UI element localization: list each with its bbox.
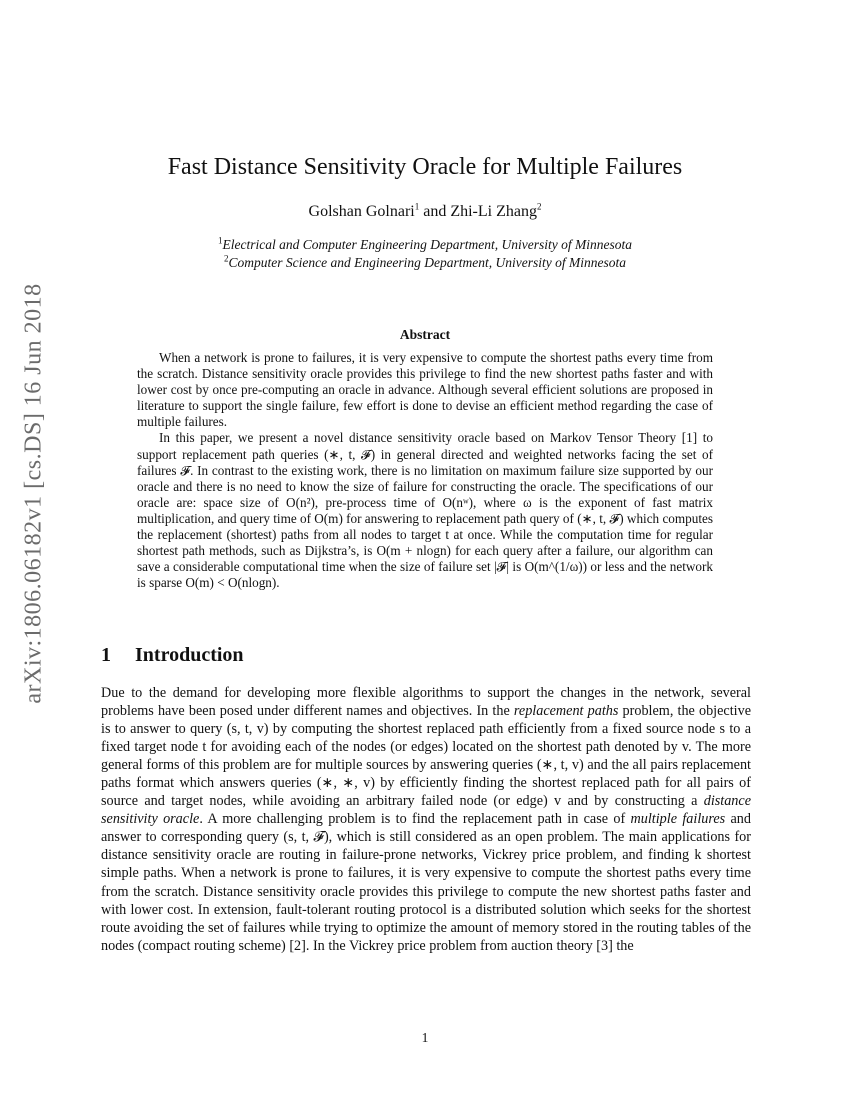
arxiv-identifier: arXiv:1806.06182v1 [cs.DS] 16 Jun 2018	[20, 282, 47, 704]
emphasis: multiple failures	[630, 811, 726, 828]
abstract-body	[137, 350, 713, 591]
affiliation-mark: 2	[536, 201, 542, 212]
affiliation	[0, 236, 850, 254]
text-run: problem, the objective is to answer to query (s, t, v) by computing the shortest replaced path efficiently from a fixed source node s to a fixed target node t for avoiding each of the nodes (or edges) located on the shortest path denoted by v. The more general forms of this problem are for multiple sources by answering queries (∗, t, v) and the all pairs replacement paths format which answers queries (∗, ∗, v) by efficiently finding the shortest replaced path for all pairs of source and target nodes, while avoiding an arbitrary failed node (or edge) v and by constructing a	[101, 703, 751, 810]
affiliation-mark: 2	[224, 253, 229, 264]
section-title: Introduction	[135, 644, 244, 666]
page-number: 1	[421, 1030, 429, 1045]
arxiv-sidebar	[14, 282, 54, 704]
affiliation-mark: 1	[218, 235, 223, 246]
introduction-body	[101, 684, 751, 955]
author-connector: and	[419, 203, 451, 220]
abstract-paragraph: When a network is prone to failures, it is very expensive to compute the shortest paths every time from the scratch. Distance sensitivity oracle provides this privilege to find the new shortest paths faster and with lower cost by once pre-computing an oracle in advance. Although several efficient solutions are proposed in literature to support the single failure, few effort is done to devise an efficient method regarding the case of multiple failures.	[137, 350, 713, 430]
abstract-heading: Abstract	[399, 327, 451, 342]
paper-title: Fast Distance Sensitivity Oracle for Multiple Failures	[167, 154, 683, 180]
affiliation-mark: 1	[414, 201, 420, 212]
section-heading	[101, 644, 244, 667]
body-paragraph	[101, 684, 751, 955]
affiliation-list	[0, 236, 850, 272]
author-name: Zhi-Li Zhang	[450, 203, 537, 220]
author-list	[0, 203, 850, 221]
emphasis: replacement paths	[513, 703, 619, 720]
text-run: Due to the demand for developing more flexible algorithms to support the changes in the network, several problems have been posed under different names and objectives. In the	[101, 685, 751, 720]
abstract-paragraph: In this paper, we present a novel distance sensitivity oracle based on Markov Tensor Theory [1] to support replacement path queries (∗, t, 𝓕) in general directed and weighted networks facing the set of failures 𝓕. In contrast to the existing work, there is no limitation on maximum failure size supported by our oracle and there is no need to know the size of failure for constructing the oracle. The specifications of our oracle are: space size of O(n²), pre-process time of O(nʷ), where ω is the exponent of fast matrix multiplication, and query time of O(m) for answering to replacement path query of (∗, t, 𝓕) which computes the replacement (shortest) paths from all nodes to target t at once. While the computation time for regular shortest path methods, such as Dijkstra’s, is O(m + nlogn) for each query after a failure, our algorithm can save a considerable computational time when the size of failure set |𝓕| is O(m^(1/ω)) or less and the network is sparse O(m) < O(nlogn).	[137, 430, 713, 591]
affiliation-text: Electrical and Computer Engineering Department, University of Minnesota	[222, 237, 632, 252]
author-name: Golshan Golnari	[308, 203, 415, 220]
text-run: and answer to corresponding query (s, t, 𝓕), which is still considered as an open problem. The main applications for distance sensitivity oracle are routing in failure-prone networks, Vickrey price problem, and finding k shortest simple paths. When a network is prone to failures, it is very expensive to compute the shortest paths every time from the scratch. Distance sensitivity oracle provides this privilege to compute the new shortest paths faster and with lower cost. In extension, fault-tolerant routing protocol is a distributed solution which seeks for the shortest route avoiding the set of failures while trying to optimize the amount of memory stored in the routing tables of the nodes (compact routing scheme) [2]. In the Vickrey price problem from auction theory [3] the	[101, 811, 751, 954]
emphasis: distance sensitivity oracle	[101, 793, 751, 828]
section-number: 1	[101, 644, 111, 666]
affiliation-text: Computer Science and Engineering Department, University of Minnesota	[228, 255, 626, 270]
affiliation	[0, 254, 850, 272]
text-run: . A more challenging problem is to find the replacement path in case of	[199, 811, 631, 828]
